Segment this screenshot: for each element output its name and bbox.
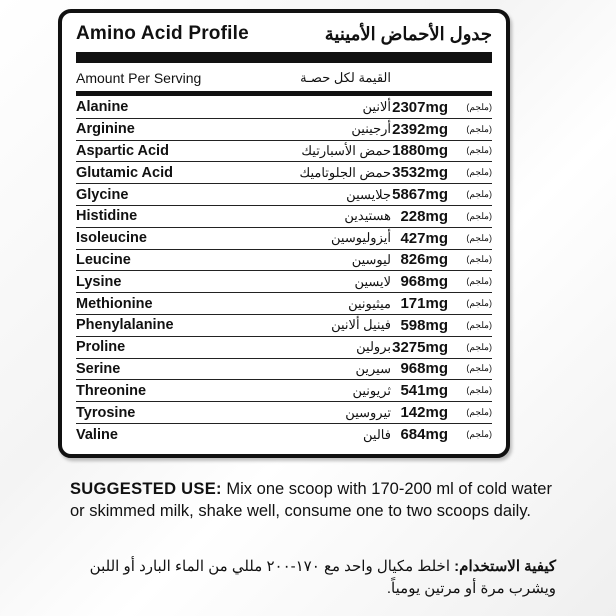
amino-acid-amount: 228mg (400, 207, 448, 225)
amino-acid-name: Aspartic Acid (76, 142, 169, 159)
amino-acid-name: Serine (76, 360, 121, 377)
amino-acid-name: Proline (76, 339, 126, 356)
amino-acid-name-arabic: لايسين (354, 273, 391, 289)
amino-acid-amount: 2392mg (392, 120, 448, 138)
table-row (76, 250, 492, 272)
table-row (76, 97, 492, 119)
amino-acid-amount: 684mg (400, 426, 448, 444)
amino-acid-name-arabic: تيروسين (345, 404, 391, 420)
amino-acid-amount: 171mg (400, 295, 448, 313)
amino-acid-name-arabic: ألانين (362, 99, 391, 115)
unit-arabic: (ملجم) (466, 189, 492, 200)
amino-acid-name: Valine (76, 426, 118, 443)
amino-acid-profile-panel (58, 9, 510, 458)
unit-arabic: (ملجم) (466, 101, 492, 112)
amino-acid-amount: 2307mg (392, 98, 448, 116)
amino-acid-name-arabic: حمض الجلوتاميك (299, 164, 391, 180)
amino-acid-amount: 598mg (400, 316, 448, 334)
table-row (76, 162, 492, 184)
table-row (76, 206, 492, 228)
amino-acid-name-arabic: أيزوليوسين (331, 230, 391, 246)
suggested-use-label: SUGGESTED USE: (70, 480, 222, 498)
title-english: Amino Acid Profile (76, 23, 249, 44)
amino-acid-name-arabic: فالين (363, 426, 391, 442)
table-row (76, 315, 492, 337)
amino-acid-name-arabic: ليوسين (351, 251, 391, 267)
amino-acid-amount: 5867mg (392, 186, 448, 204)
unit-arabic: (ملجم) (466, 341, 492, 352)
unit-arabic: (ملجم) (466, 407, 492, 418)
amino-acid-amount: 427mg (400, 229, 448, 247)
divider-thick (76, 52, 492, 63)
unit-arabic: (ملجم) (466, 254, 492, 265)
unit-arabic: (ملجم) (466, 319, 492, 330)
amino-acid-name: Glutamic Acid (76, 164, 173, 181)
table-row (76, 184, 492, 206)
table-row (76, 380, 492, 402)
unit-arabic: (ملجم) (466, 276, 492, 287)
amino-acid-name: Histidine (76, 208, 138, 225)
table-row (76, 271, 492, 293)
divider-medium (76, 91, 492, 96)
amino-acid-amount: 3532mg (392, 164, 448, 182)
amino-acid-name-arabic: برولين (356, 339, 391, 355)
unit-arabic: (ملجم) (466, 298, 492, 309)
amino-acid-name-arabic: سيرين (355, 360, 391, 376)
serving-label-arabic: القيمة لكل حصـة (300, 69, 391, 85)
amino-acid-name-arabic: ثريونين (352, 382, 391, 398)
amino-acid-amount: 968mg (400, 360, 448, 378)
amino-acid-amount: 541mg (400, 382, 448, 400)
serving-header (76, 65, 492, 90)
amino-acid-name-arabic: فينيل ألانين (331, 317, 391, 333)
table-row (76, 141, 492, 163)
unit-arabic: (ملجم) (466, 123, 492, 134)
table-row (76, 337, 492, 359)
panel-header (76, 19, 492, 49)
amino-acid-amount: 142mg (400, 404, 448, 422)
amino-acid-name-arabic: هستيدين (344, 208, 391, 224)
unit-arabic: (ملجم) (466, 210, 492, 221)
unit-arabic: (ملجم) (466, 385, 492, 396)
suggested-use-label-arabic: كيفية الاستخدام: (454, 558, 556, 575)
amino-acid-table (76, 97, 492, 446)
table-row (76, 119, 492, 141)
table-row (76, 424, 492, 446)
table-row (76, 228, 492, 250)
amino-acid-name-arabic: جلايسين (346, 186, 391, 202)
title-arabic: جدول الأحماض الأمينية (324, 23, 492, 44)
amino-acid-name: Isoleucine (76, 230, 147, 247)
unit-arabic: (ملجم) (466, 232, 492, 243)
amino-acid-name-arabic: حمض الأسبارتيك (301, 142, 391, 158)
unit-arabic: (ملجم) (466, 429, 492, 440)
amino-acid-name: Methionine (76, 295, 153, 312)
amino-acid-name-arabic: أرجينين (351, 121, 391, 137)
amino-acid-amount: 826mg (400, 251, 448, 269)
amino-acid-amount: 3275mg (392, 338, 448, 356)
suggested-use-arabic (70, 556, 556, 600)
amino-acid-name: Leucine (76, 251, 131, 268)
table-row (76, 402, 492, 424)
suggested-use-text: Mix one scoop with 170-200 ml of cold water or skimmed milk, shake well, consume one to two scoops daily. (70, 480, 552, 520)
amino-acid-name: Lysine (76, 273, 122, 290)
table-row (76, 293, 492, 315)
unit-arabic: (ملجم) (466, 167, 492, 178)
amino-acid-name: Arginine (76, 121, 135, 138)
suggested-use-english (70, 478, 570, 522)
amino-acid-name: Glycine (76, 186, 129, 203)
amino-acid-amount: 968mg (400, 273, 448, 291)
suggested-use-text-arabic: اخلط مكيال واحد مع ١٧٠-٢٠٠ مللي من الماء البارد أو اللبن ويشرب مرة أو مرتين يومياً. (89, 558, 556, 597)
amino-acid-name-arabic: ميثيونين (348, 295, 391, 311)
amino-acid-name: Threonine (76, 382, 147, 399)
serving-label-english: Amount Per Serving (76, 69, 202, 86)
amino-acid-name: Phenylalanine (76, 317, 174, 334)
amino-acid-name: Alanine (76, 99, 129, 116)
table-row (76, 359, 492, 381)
unit-arabic: (ملجم) (466, 363, 492, 374)
unit-arabic: (ملجم) (466, 145, 492, 156)
amino-acid-amount: 1880mg (392, 142, 448, 160)
amino-acid-name: Tyrosine (76, 404, 136, 421)
